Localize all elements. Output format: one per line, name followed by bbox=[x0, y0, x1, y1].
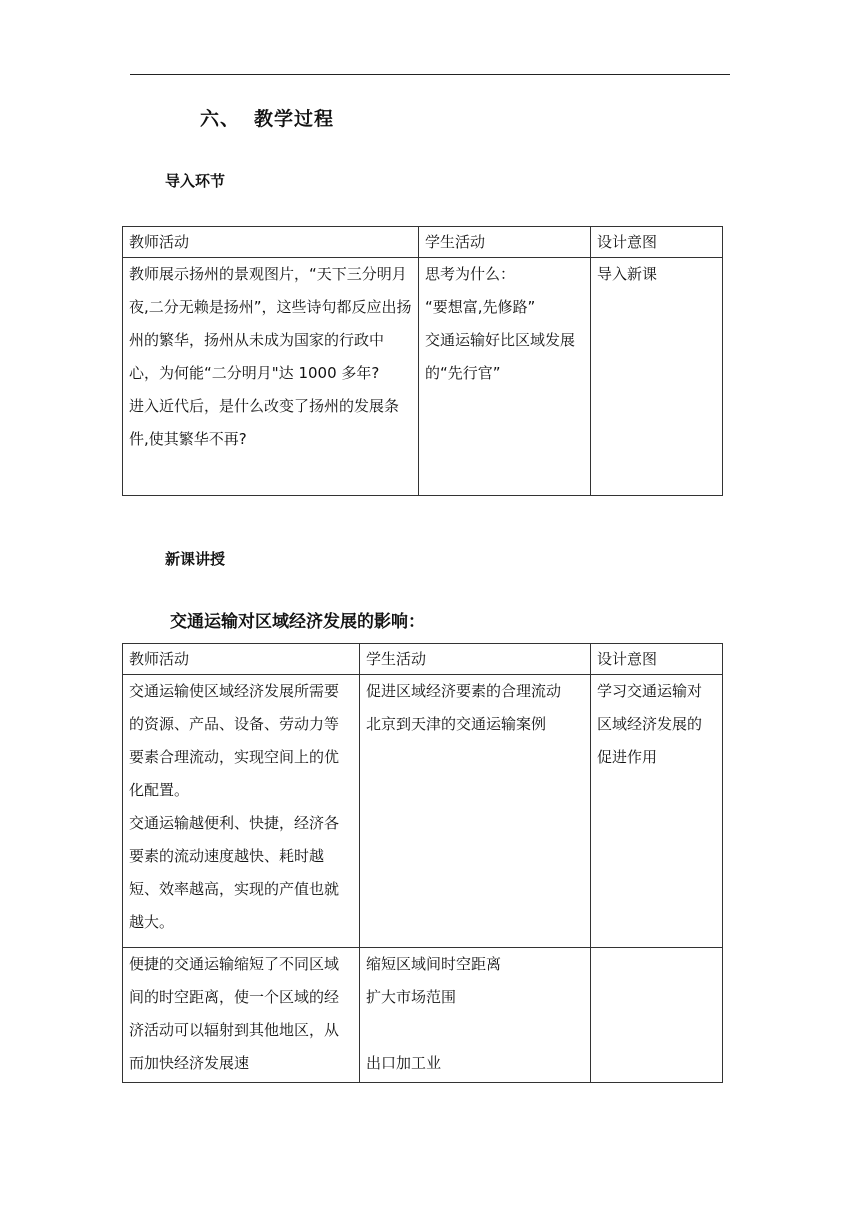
student-activity-cell bbox=[360, 675, 591, 948]
design-intent-cell bbox=[591, 675, 723, 948]
cell-paragraph: 交通运输越便利、快捷，经济各要素的流动速度越快、耗时越短、效率越高，实现的产值也就越大。 bbox=[129, 814, 340, 931]
table-header-row bbox=[123, 644, 723, 675]
header-rule bbox=[130, 74, 730, 75]
intro-table bbox=[122, 226, 723, 496]
cell-paragraph: 学习交通运输对区域经济发展的促进作用 bbox=[597, 682, 703, 766]
lecture-table bbox=[122, 643, 723, 1083]
column-header: 设计意图 bbox=[591, 227, 723, 258]
section-title: 教学过程 bbox=[254, 108, 335, 130]
table-row bbox=[123, 675, 723, 948]
cell-paragraph: 出口加工业 bbox=[366, 1054, 442, 1072]
cell-paragraph: 缩短区域间时空距离 bbox=[366, 955, 502, 973]
cell-paragraph: 进入近代后，是什么改变了扬州的发展条件,使其繁华不再? bbox=[129, 397, 400, 448]
column-header: 设计意图 bbox=[591, 644, 723, 675]
table-row bbox=[123, 948, 723, 1083]
design-intent-cell bbox=[591, 948, 723, 1083]
design-intent-cell bbox=[591, 258, 723, 496]
teacher-activity-cell bbox=[123, 948, 360, 1083]
table-header-row bbox=[123, 227, 723, 258]
section-number: 六、 bbox=[200, 108, 241, 130]
cell-paragraph: 北京到天津的交通运输案例 bbox=[366, 715, 547, 733]
lecture-heading: 新课讲授 bbox=[165, 550, 226, 568]
cell-paragraph: 交通运输好比区域发展的“先行官” bbox=[425, 331, 576, 382]
cell-paragraph: 交通运输使区域经济发展所需要的资源、产品、设备、劳动力等要素合理流动，实现空间上的优化配置。 bbox=[129, 682, 340, 799]
student-activity-cell bbox=[419, 258, 591, 496]
column-header: 教师活动 bbox=[123, 644, 360, 675]
column-header: 学生活动 bbox=[360, 644, 591, 675]
intro-heading: 导入环节 bbox=[165, 172, 226, 190]
cell-paragraph: 导入新课 bbox=[597, 265, 658, 283]
column-header: 学生活动 bbox=[419, 227, 591, 258]
teacher-activity-cell bbox=[123, 675, 360, 948]
lecture-topic: 交通运输对区域经济发展的影响： bbox=[170, 612, 425, 632]
teacher-activity-cell bbox=[123, 258, 419, 496]
table-row bbox=[123, 258, 723, 496]
section-heading bbox=[200, 104, 348, 131]
cell-paragraph: 教师展示扬州的景观图片，“天下三分明月夜,二分无赖是扬州”，这些诗句都反应出扬州的繁华，扬州从未成为国家的行政中心，为何能“二分明月"达 1000 多年? bbox=[129, 265, 412, 382]
cell-paragraph: 扩大市场范围 bbox=[366, 988, 457, 1006]
cell-paragraph: “要想富,先修路” bbox=[425, 298, 536, 316]
cell-paragraph: 促进区域经济要素的合理流动 bbox=[366, 682, 562, 700]
cell-paragraph: 思考为什么： bbox=[425, 265, 516, 283]
student-activity-cell bbox=[360, 948, 591, 1083]
blank-line bbox=[366, 1014, 584, 1047]
column-header: 教师活动 bbox=[123, 227, 419, 258]
cell-paragraph: 便捷的交通运输缩短了不同区域间的时空距离，使一个区域的经济活动可以辐射到其他地区，从而加快经济发展速 bbox=[129, 955, 340, 1072]
